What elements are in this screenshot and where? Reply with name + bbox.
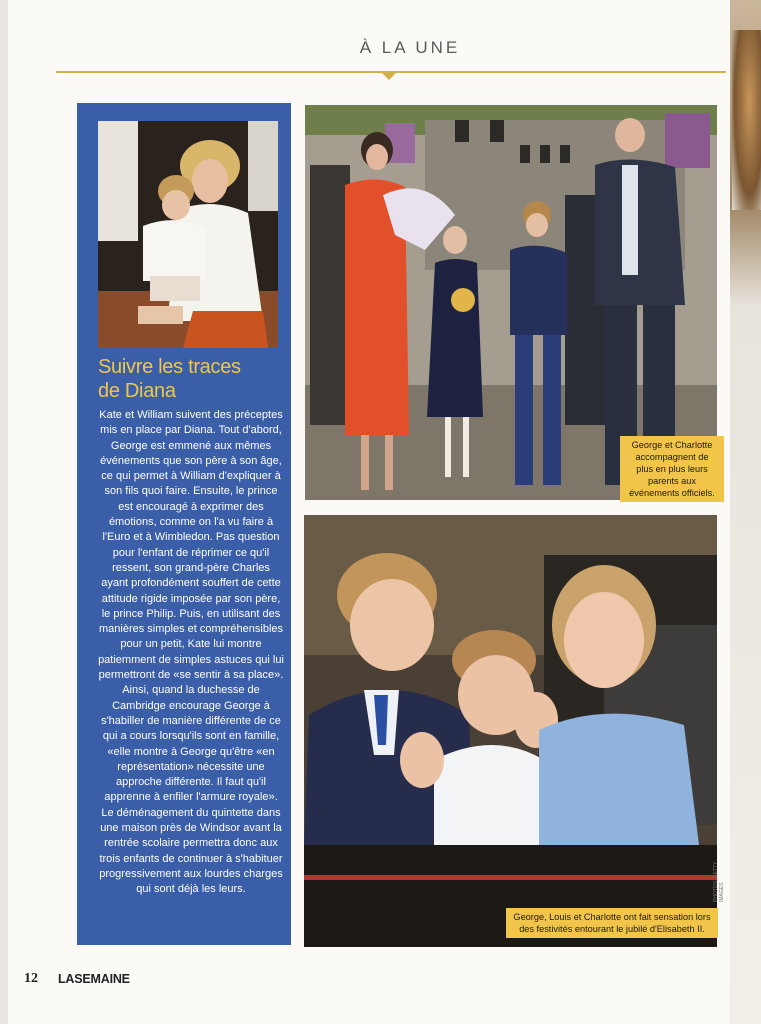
sidebar-title-line2: de Diana	[98, 380, 176, 402]
sidebar-box	[77, 103, 291, 945]
adjacent-page-edge	[730, 0, 761, 1024]
diana-photo	[98, 121, 278, 348]
children-carriage-photo	[304, 515, 717, 947]
magazine-name: LASEMAINE	[58, 972, 130, 986]
sidebar-title	[98, 355, 283, 403]
sidebar-body-text: Kate et William suivent des préceptes mis en place par Diana. Tout d'abord, George est emmené aux mêmes événements que son père à son âge, ce qui permet à William d'expliquer à son fils quoi faire. Ensuite, le prince est encouragé à exprimer des émotions, comme on l'a vu faire à l'Euro et à Wimbledon. Pas question pour l'enfant de réprimer ce qu'il ressent, son grand-père Charles ayant profondément souffert de cette attitude rigide imposée par son père, le prince Philip. Puis, en utilisant des manières simples et compréhensibles pour un petit, Kate lui montre patiemment de simples astuces qui lui permettront de «se sentir à sa place». Ainsi, quand la duchesse de Cambridge encourage George à s'habiller de manière différente de ce qui a cours lorsqu'ils sont en famille, «elle montre à George qu'être «en représentation» nécessite une approche différente. Il faut qu'il apprenne à enfiler l'armure royale». Le déménagement du quintette dans une maison près de Windsor avant la rentrée scolaire permettra donc aux trois enfants de continuer à s'habituer progressivement aux lourdes charges qui sont déjà les leurs.	[98, 409, 284, 896]
top-photo-caption: George et Charlotte accompagnent de plus en plus leurs parents aux événements officiels.	[620, 436, 724, 502]
header-chevron	[380, 71, 398, 80]
photo-credit: PHOTOS: GETTY IMAGES	[713, 861, 725, 902]
sidebar-title-line1: Suivre les traces	[98, 356, 241, 378]
bottom-photo-caption: George, Louis et Charlotte ont fait sensation lors des festivités entourant le jubilé d'Elisabeth II.	[506, 908, 718, 938]
section-header: À LA UNE	[359, 38, 461, 57]
page-number: 12	[24, 971, 38, 986]
